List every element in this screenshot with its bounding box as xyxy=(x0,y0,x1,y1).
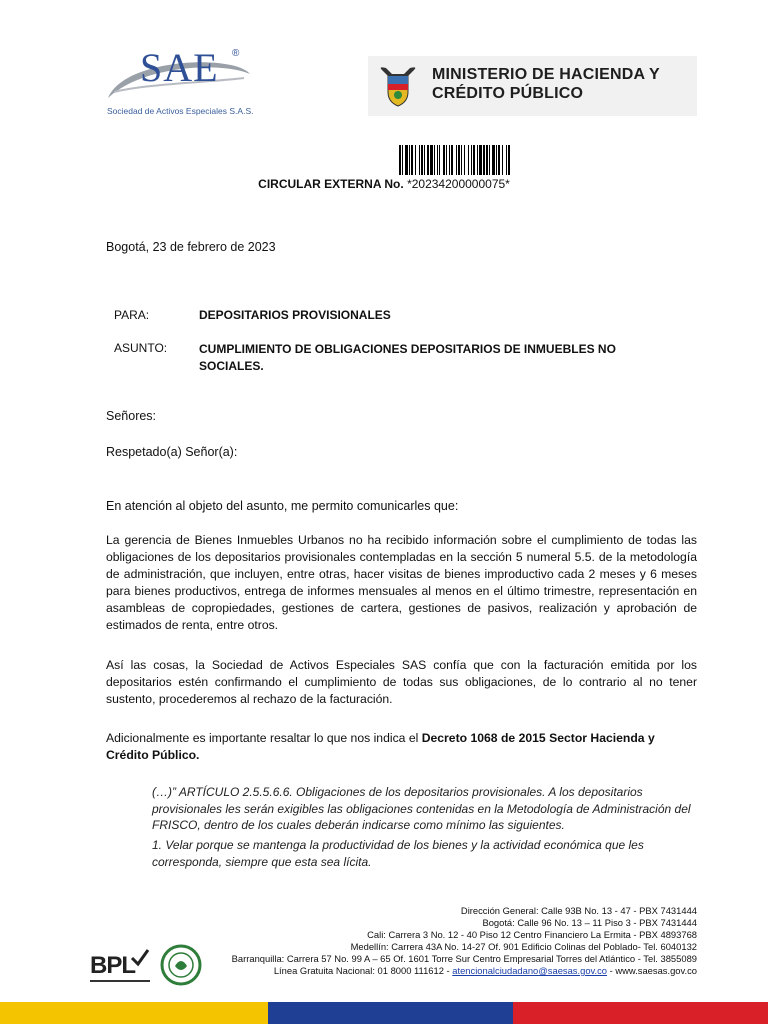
para-value: DEPOSITARIOS PROVISIONALES xyxy=(199,308,391,322)
stripe-red xyxy=(513,1002,768,1024)
barcode-bar xyxy=(502,145,503,175)
paragraph-3-text: Adicionalmente es importante resaltar lo que nos indica el xyxy=(106,731,422,745)
footer-addresses xyxy=(232,905,697,977)
barcode-bar xyxy=(498,145,500,175)
ministry-line1: MINISTERIO DE HACIENDA Y xyxy=(432,66,660,83)
stripe-yellow xyxy=(0,1002,268,1024)
barcode-bar xyxy=(496,145,497,175)
body-paragraph-2: Así las cosas, la Sociedad de Activos Especiales SAS confía que con la facturación emitida por los depositarios estén confirmando el cumplimiento de todas sus obligaciones, de lo contrario al no tener sustento, procederemos al rechazo de la facturación. xyxy=(106,658,697,706)
decree-reference: Decreto 1068 de 2015 Sector Hacienda y Crédito Público. xyxy=(106,731,655,762)
greeting-senores: Señores: xyxy=(106,409,157,423)
footer-line-5: Barranquilla: Carrera 57 No. 99 A – 65 Of. 1601 Torre Sur Centro Empresarial Torres del Atlántico - Tel. 3855089 xyxy=(231,953,697,964)
asunto-line1: CUMPLIMIENTO DE OBLIGACIONES DEPOSITARIOS DE INMUEBLES NO xyxy=(199,342,616,356)
bpl-underline xyxy=(90,980,150,982)
barcode-bar xyxy=(486,145,488,175)
circular-number xyxy=(0,177,768,191)
barcode-bar xyxy=(464,145,465,175)
footer-line-1: Dirección General: Calle 93B No. 13 - 47 - PBX 7431444 xyxy=(460,905,697,916)
barcode-bar xyxy=(458,145,460,175)
barcode-bar xyxy=(421,145,423,175)
asunto-value xyxy=(199,341,616,375)
barcode-bar xyxy=(409,145,410,175)
asunto-label: ASUNTO: xyxy=(114,341,168,355)
barcode-bar xyxy=(427,145,429,175)
barcode-bar xyxy=(437,145,438,175)
email-link[interactable]: atencionalciudadano@saesas.gov.co xyxy=(452,965,608,976)
green-seal xyxy=(160,944,202,986)
barcode-bar xyxy=(468,145,469,175)
ministry-header xyxy=(368,56,697,116)
barcode-bar xyxy=(424,145,425,175)
circular-label: CIRCULAR EXTERNA No. xyxy=(258,177,404,191)
quote-item-1: 1. Velar porque se mantenga la productividad de los bienes y la actividad económica que les corresponda, siempre que esta sea lícita. xyxy=(152,838,644,869)
check-icon xyxy=(130,948,150,968)
barcode-bar xyxy=(506,145,507,175)
barcode-bar xyxy=(439,145,440,175)
barcode-bar xyxy=(419,145,420,175)
barcode-bar xyxy=(449,145,450,175)
barcode-bar xyxy=(483,145,485,175)
ministry-name xyxy=(432,65,660,103)
barcode-bar xyxy=(399,145,401,175)
barcode-bar xyxy=(434,145,435,175)
registered-mark: ® xyxy=(232,48,240,59)
green-seal-icon xyxy=(160,944,202,986)
footer-line-6 xyxy=(232,965,697,977)
body-paragraph-1: La gerencia de Bienes Inmuebles Urbanos no ha recibido información sobre el cumplimiento de todas las obligaciones de los depositarios provisionales contempladas en la sección 5 numeral 5.5. de la metodología de administración, que incluyen, entre otras, hacer visitas de bienes improductivo cada 2 meses y 6 meses para bienes productivos, entrega de informes mensuales al menos en el último trimestre, representación en asambleas de copropiedades, gestiones de cartera, gestiones de pasivos, realización y aprobación de estimados de renta, entre otros. xyxy=(106,533,697,632)
barcode-bar xyxy=(471,145,472,175)
barcode-bar xyxy=(430,145,433,175)
toll-free-line: Línea Gratuita Nacional: 01 8000 111612 - xyxy=(273,965,453,976)
barcode-bar xyxy=(402,145,403,175)
stripe-blue xyxy=(268,1002,513,1024)
barcode-bar xyxy=(477,145,478,175)
colombia-coat-of-arms-icon xyxy=(378,64,418,108)
bpl-logo: BPL xyxy=(90,952,135,979)
barcode-bar xyxy=(508,145,510,175)
barcode-bar xyxy=(446,145,447,175)
barcode-bar xyxy=(456,145,457,175)
body-intro: En atención al objeto del asunto, me permito comunicarles que: xyxy=(106,499,459,513)
barcode-bar xyxy=(451,145,453,175)
barcode-icon xyxy=(399,145,511,175)
para-label: PARA: xyxy=(114,308,150,322)
footer-line-2: Bogotá: Calle 96 No. 13 – 11 Piso 3 - PBX 7431444 xyxy=(482,917,697,928)
sae-logo-text: SAE xyxy=(140,45,219,90)
greeting-respetado: Respetado(a) Señor(a): xyxy=(106,445,238,459)
footer-line-3: Cali: Carrera 3 No. 12 - 40 Piso 12 Centro Financiero La Ermita - PBX 4893768 xyxy=(367,929,697,940)
barcode-bar xyxy=(415,145,416,175)
website-text: - www.saesas.gov.co xyxy=(607,965,697,976)
asunto-line2: SOCIALES. xyxy=(199,359,264,373)
barcode-bar xyxy=(479,145,482,175)
quote-article: (…)” ARTÍCULO 2.5.5.6.6. Obligaciones de los depositarios provisionales. A los depositarios provisionales les serán exigibles las obligaciones contenidas en la Metodología de Administración del FRISCO, dentro de los cuales deberán indicarse como mínimo las siguientes. xyxy=(152,785,691,832)
barcode-bar xyxy=(492,145,495,175)
sae-subtitle: Sociedad de Activos Especiales S.A.S. xyxy=(107,106,254,116)
barcode-bar xyxy=(411,145,413,175)
ministry-line2: CRÉDITO PÚBLICO xyxy=(432,85,584,102)
body-paragraph-3 xyxy=(106,730,697,764)
barcode-bar xyxy=(489,145,490,175)
barcode-bar xyxy=(461,145,462,175)
barcode-bar xyxy=(443,145,445,175)
barcode-bar xyxy=(405,145,408,175)
letter-date: Bogotá, 23 de febrero de 2023 xyxy=(106,240,276,254)
circular-value: *20234200000075* xyxy=(407,177,510,191)
barcode-bar xyxy=(473,145,475,175)
footer-line-4: Medellín: Carrera 43A No. 14-27 Of. 901 Edificio Colinas del Poblado- Tel. 6040132 xyxy=(350,941,697,952)
